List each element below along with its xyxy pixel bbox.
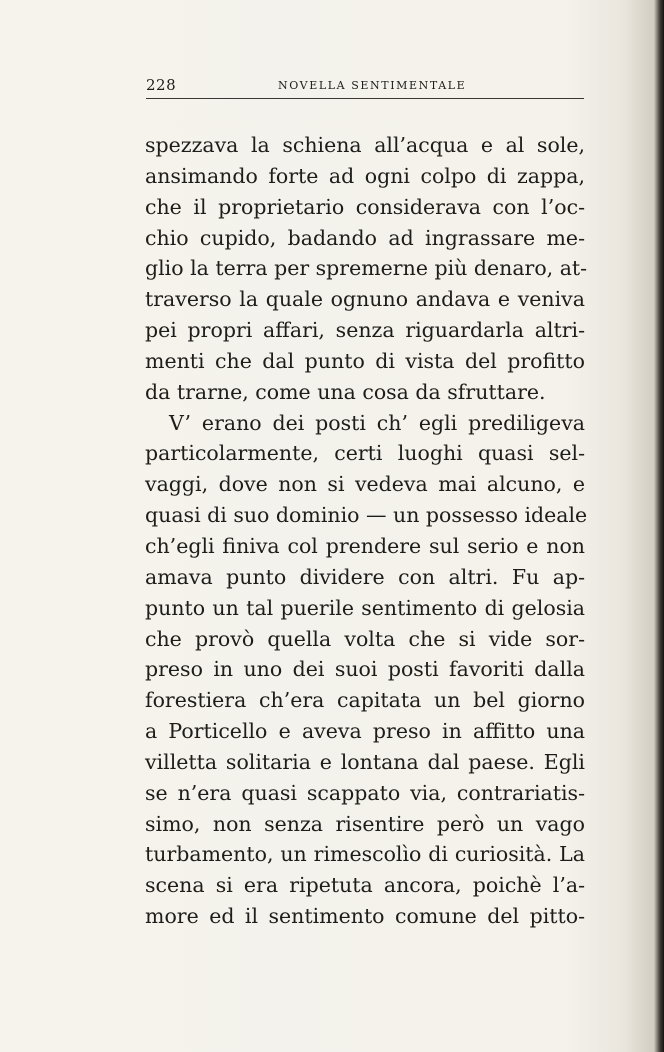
text-line: chio cupido, badando ad ingrassare me- — [145, 225, 585, 250]
text-line: a Porticello e aveva preso in affitto una — [145, 719, 585, 744]
text-line: ansimando forte ad ogni colpo di zappa, — [145, 163, 585, 188]
text-line: amava punto dividere con altri. Fu ap- — [145, 564, 585, 589]
text-line: spezzava la schiena all’acqua e al sole, — [145, 133, 585, 157]
text-line: particolarmente, certi luoghi quasi sel- — [145, 441, 585, 466]
running-title: NOVELLA SENTIMENTALE — [278, 79, 467, 92]
paragraph-start-line: V’ erano dei posti ch’ egli prediligeva — [169, 410, 585, 435]
text-line: da trarne, come una cosa da sfruttare. — [145, 379, 546, 404]
text-line: turbamento, un rimescolìo di curiosità. La — [145, 842, 585, 867]
page-header — [146, 76, 582, 96]
text-line: vaggi, dove non si vedeva mai alcuno, e — [145, 472, 585, 497]
page-edge-shadow — [654, 0, 664, 1052]
text-line: menti che dal punto di vista del profitto — [145, 348, 585, 373]
text-line: scena si era ripetuta ancora, poichè l’a- — [145, 873, 585, 898]
text-line: simo, non senza risentire però un vago — [145, 811, 585, 836]
text-line: quasi di suo dominio — un possesso ideale — [145, 503, 588, 528]
body-text — [145, 130, 588, 932]
page-number: 228 — [146, 76, 177, 94]
text-line: pei propri affari, senza riguardarla altri- — [145, 318, 585, 343]
text-line: more ed il sentimento comune del pitto- — [145, 904, 585, 929]
text-line: punto un tal puerile sentimento di gelosia — [145, 595, 585, 620]
text-line: preso in uno dei suoi posti favoriti dalla — [145, 657, 585, 682]
header-rule — [146, 98, 584, 99]
text-line: glio la terra per spremerne più denaro, at- — [145, 256, 588, 281]
text-line: ch’egli finiva col prendere sul serio e non — [145, 533, 585, 558]
text-line: se n’era quasi scappato via, contrariatis- — [145, 780, 585, 805]
text-line: villetta solitaria e lontana dal paese. Egli — [145, 749, 585, 774]
text-line: traverso la quale ognuno andava e veniva — [145, 287, 585, 312]
text-line: che provò quella volta che si vide sor- — [145, 626, 585, 651]
text-line: che il proprietario considerava con l’oc- — [145, 194, 585, 219]
text-line: forestiera ch’era capitata un bel giorno — [145, 688, 585, 713]
